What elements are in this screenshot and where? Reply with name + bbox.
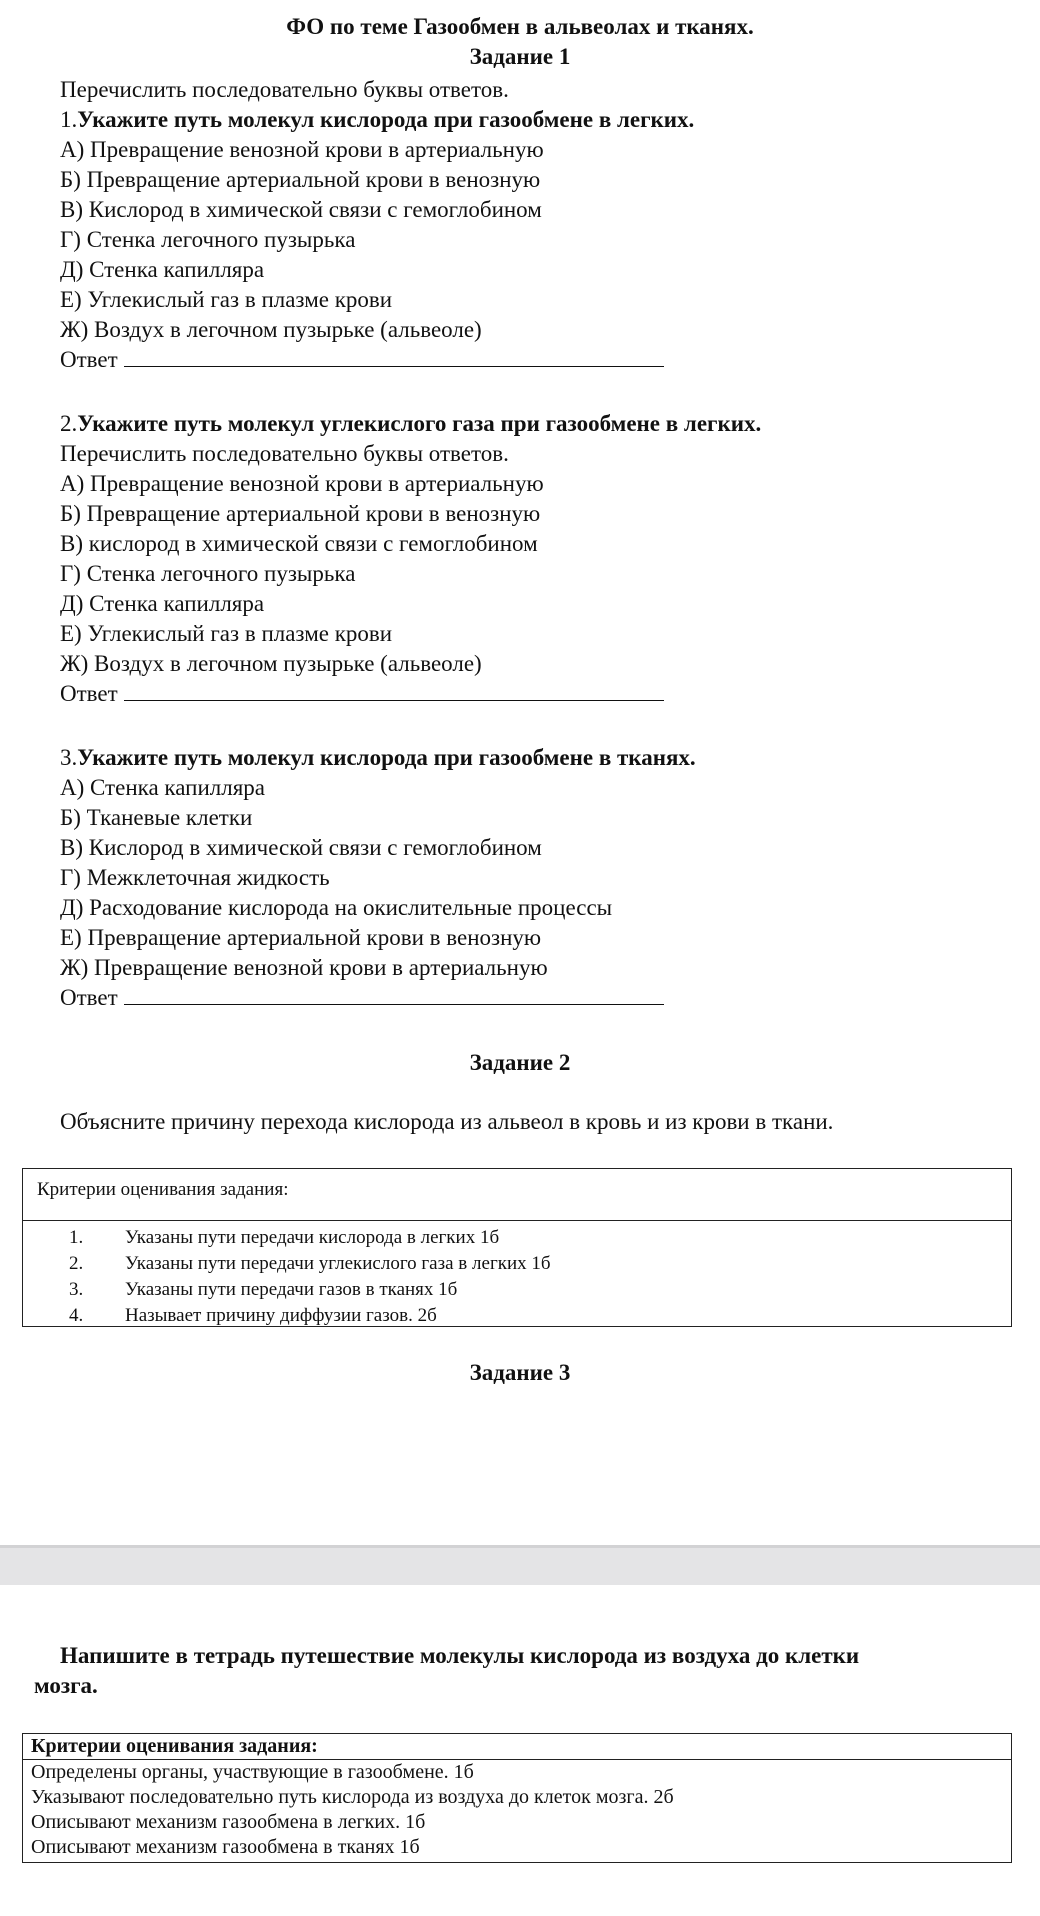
- task3-criteria-table: [22, 1733, 1012, 1863]
- q2-answer-blank[interactable]: [124, 680, 664, 701]
- task2-criteria-title: Критерии оценивания задания:: [23, 1169, 1011, 1221]
- q2-answer-label: Ответ: [60, 681, 118, 706]
- criteria-item: Указывают последовательно путь кислорода из воздуха до клеток мозга. 2б: [31, 1786, 674, 1808]
- q3-option-a: А) Стенка капилляра: [60, 775, 266, 800]
- q1-option-zh: Ж) Воздух в легочном пузырьке (альвеоле): [60, 317, 482, 342]
- criteria-item-text: Указаны пути передачи кислорода в легких 1б: [125, 1227, 500, 1248]
- q2-option-zh: Ж) Воздух в легочном пузырьке (альвеоле): [60, 651, 482, 676]
- q1-option-b: Б) Превращение артериальной крови в венозную: [60, 167, 541, 192]
- q2-instruction: Перечислить последовательно буквы ответов.: [60, 441, 509, 466]
- q2-answer-line: [60, 680, 664, 708]
- question-3-number: 3.: [60, 745, 78, 770]
- task3-criteria-title: Критерии оценивания задания:: [23, 1734, 1011, 1760]
- criteria-item: Описывают механизм газообмена в тканях 1б: [31, 1836, 420, 1858]
- task2-prompt: Объясните причину перехода кислорода из альвеол в кровь и из крови в ткани.: [60, 1109, 834, 1134]
- criteria-item: Описывают механизм газообмена в легких. 1б: [31, 1811, 426, 1833]
- question-3-text: Укажите путь молекул кислорода при газообмене в тканях.: [77, 745, 696, 770]
- criteria-item-number: 3.: [69, 1279, 84, 1300]
- task2-criteria-list: [23, 1221, 1011, 1329]
- q3-answer-line: [60, 984, 664, 1012]
- criteria-item-number: 2.: [69, 1253, 84, 1274]
- question-3-title: [60, 744, 696, 772]
- q3-answer-label: Ответ: [60, 985, 118, 1010]
- q3-option-d: Д) Расходование кислорода на окислительные процессы: [60, 895, 613, 920]
- question-2-number: 2.: [60, 411, 78, 436]
- criteria-item-text: Указаны пути передачи газов в тканях 1б: [125, 1279, 458, 1300]
- q3-option-zh: Ж) Превращение венозной крови в артериальную: [60, 955, 548, 980]
- q1-option-e: Е) Углекислый газ в плазме крови: [60, 287, 393, 312]
- q2-option-v: В) кислород в химической связи с гемоглобином: [60, 531, 538, 556]
- q3-option-b: Б) Тканевые клетки: [60, 805, 253, 830]
- task2-heading: Задание 2: [469, 1050, 571, 1075]
- criteria-item-number: 4.: [69, 1305, 84, 1326]
- task3-prompt-line-2: мозга.: [34, 1673, 98, 1698]
- q2-option-g: Г) Стенка легочного пузырька: [60, 561, 356, 586]
- task2-criteria-table: [22, 1168, 1012, 1327]
- q3-option-e: Е) Превращение артериальной крови в венозную: [60, 925, 542, 950]
- criteria-item: [23, 1277, 1011, 1303]
- criteria-item: Определены органы, участвующие в газообмене. 1б: [31, 1761, 474, 1783]
- document-title: ФО по теме Газообмен в альвеолах и тканях.: [286, 14, 754, 39]
- criteria-item-text: Указаны пути передачи углекислого газа в легких 1б: [125, 1253, 551, 1274]
- criteria-item: [23, 1225, 1011, 1251]
- q1-answer-blank[interactable]: [124, 346, 664, 367]
- q1-answer-line: [60, 346, 664, 374]
- q1-option-v: В) Кислород в химической связи с гемоглобином: [60, 197, 542, 222]
- q1-option-a: А) Превращение венозной крови в артериальную: [60, 137, 544, 162]
- q2-option-a: А) Превращение венозной крови в артериальную: [60, 471, 544, 496]
- question-1-text: Укажите путь молекул кислорода при газообмене в легких.: [77, 107, 695, 132]
- page-separator: [0, 1545, 1040, 1585]
- criteria-item: [23, 1251, 1011, 1277]
- q3-option-g: Г) Межклеточная жидкость: [60, 865, 330, 890]
- question-1-title: [60, 106, 694, 134]
- q3-option-v: В) Кислород в химической связи с гемоглобином: [60, 835, 542, 860]
- question-2-title: [60, 410, 761, 438]
- q1-option-d: Д) Стенка капилляра: [60, 257, 265, 282]
- criteria-item: [23, 1303, 1011, 1329]
- instruction-text: Перечислить последовательно буквы ответов.: [60, 77, 509, 102]
- question-2-text: Укажите путь молекул углекислого газа при газообмене в легких.: [77, 411, 762, 436]
- q2-option-d: Д) Стенка капилляра: [60, 591, 265, 616]
- q2-option-e: Е) Углекислый газ в плазме крови: [60, 621, 393, 646]
- q2-option-b: Б) Превращение артериальной крови в венозную: [60, 501, 541, 526]
- question-1-number: 1.: [60, 107, 78, 132]
- task3-prompt-line-1: Напишите в тетрадь путешествие молекулы кислорода из воздуха до клетки: [60, 1643, 860, 1668]
- criteria-item-text: Называет причину диффузии газов. 2б: [125, 1305, 437, 1326]
- q1-answer-label: Ответ: [60, 347, 118, 372]
- criteria-item-number: 1.: [69, 1227, 84, 1248]
- q3-answer-blank[interactable]: [124, 984, 664, 1005]
- q1-option-g: Г) Стенка легочного пузырька: [60, 227, 356, 252]
- task3-heading: Задание 3: [469, 1360, 571, 1385]
- task1-heading: Задание 1: [469, 44, 571, 69]
